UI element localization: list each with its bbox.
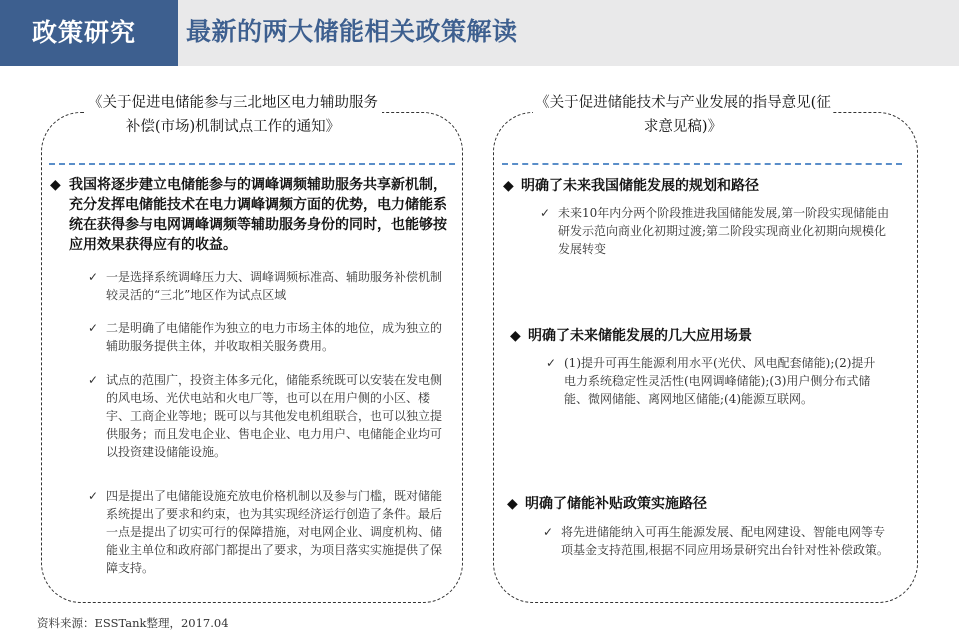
source-note: 资料来源：ESSTank整理，2017.04 <box>37 616 229 630</box>
left-panel-title: 《关于促进电储能参与三北地区电力辅助服务补偿(市场)机制试点工作的通知》 <box>84 91 382 139</box>
page-title: 最新的两大储能相关政策解读 <box>186 17 518 46</box>
section-label: 政策研究 <box>0 0 178 66</box>
right-item-text: (1)提升可再生能源利用水平(光伏、风电配套储能);(2)提升电力系统稳定性灵活性(电网调峰储能);(3)用户侧分布式储能、微网储能、离网地区储能;(4)能源互联网。 <box>564 356 876 406</box>
diamond-bullet-icon: ◆ <box>510 328 521 344</box>
check-icon: ✓ <box>546 356 557 370</box>
check-icon: ✓ <box>88 270 99 284</box>
check-icon: ✓ <box>88 489 99 503</box>
check-icon: ✓ <box>88 321 99 335</box>
left-item-text: 一是选择系统调峰压力大、调峰调频标准高、辅助服务补偿机制较灵活的“三北”地区作为试点区域 <box>106 270 443 302</box>
left-item-4 <box>88 487 444 577</box>
right-heading-text: 明确了未来我国储能发展的规划和路径 <box>521 178 759 194</box>
right-item-1 <box>540 204 894 258</box>
right-item-3 <box>543 523 891 559</box>
right-heading-2 <box>510 326 910 346</box>
diamond-bullet-icon: ◆ <box>50 177 61 193</box>
left-item-3 <box>88 371 444 461</box>
left-lead-bullet <box>50 175 460 255</box>
right-heading-1 <box>503 176 903 196</box>
right-heading-3 <box>507 494 907 514</box>
check-icon: ✓ <box>543 525 554 539</box>
left-item-text: 二是明确了电储能作为独立的电力市场主体的地位，成为独立的辅助服务提供主体，并收取相关服务费用。 <box>106 321 443 353</box>
right-heading-text: 明确了储能补贴政策实施路径 <box>525 496 707 512</box>
check-icon: ✓ <box>540 206 551 220</box>
right-item-text: 未来10年内分两个阶段推进我国储能发展,第一阶段实现储能由研发示范向商业化初期过渡;第二阶段实现商业化初期向规模化发展转变 <box>558 206 890 256</box>
diamond-bullet-icon: ◆ <box>507 496 518 512</box>
left-separator <box>49 163 455 165</box>
right-item-text: 将先进储能纳入可再生能源发展、配电网建设、智能电网等专项基金支持范围,根据不同应用场景研究出台针对性补偿政策。 <box>561 525 889 557</box>
check-icon: ✓ <box>88 373 99 387</box>
left-item-text: 试点的范围广，投资主体多元化，储能系统既可以安装在发电侧的风电场、光伏电站和火电厂等，也可以在用户侧的小区、楼宇、工商企业等地；既可以与其他发电机组联合，也可以独立提供服务；而且发电企业、售电企业、电力用户、电储能企业均可以投资建设储能设施。 <box>106 373 443 459</box>
left-item-2 <box>88 319 444 355</box>
left-item-1 <box>88 268 444 304</box>
right-separator <box>502 163 902 165</box>
left-lead-text: 我国将逐步建立电储能参与的调峰调频辅助服务共享新机制，充分发挥电储能技术在电力调峰调频方面的优势，电力储能系统在获得参与电网调峰调频等辅助服务身份的同时，也能够按应用效果获得应有的收益。 <box>69 177 447 253</box>
right-panel-title: 《关于促进储能技术与产业发展的指导意见(征求意见稿)》 <box>533 91 833 139</box>
diamond-bullet-icon: ◆ <box>503 178 514 194</box>
right-item-2 <box>546 354 882 408</box>
right-heading-text: 明确了未来储能发展的几大应用场景 <box>528 328 752 344</box>
left-item-text: 四是提出了电储能设施充放电价格机制以及参与门槛，既对储能系统提出了要求和约束，也为其实现经济运行创造了条件。最后一点是提出了切实可行的保障措施，对电网企业、调度机构、储能业主单位和政府部门都提出了要求，为项目落实实施提供了保障支持。 <box>106 489 443 575</box>
